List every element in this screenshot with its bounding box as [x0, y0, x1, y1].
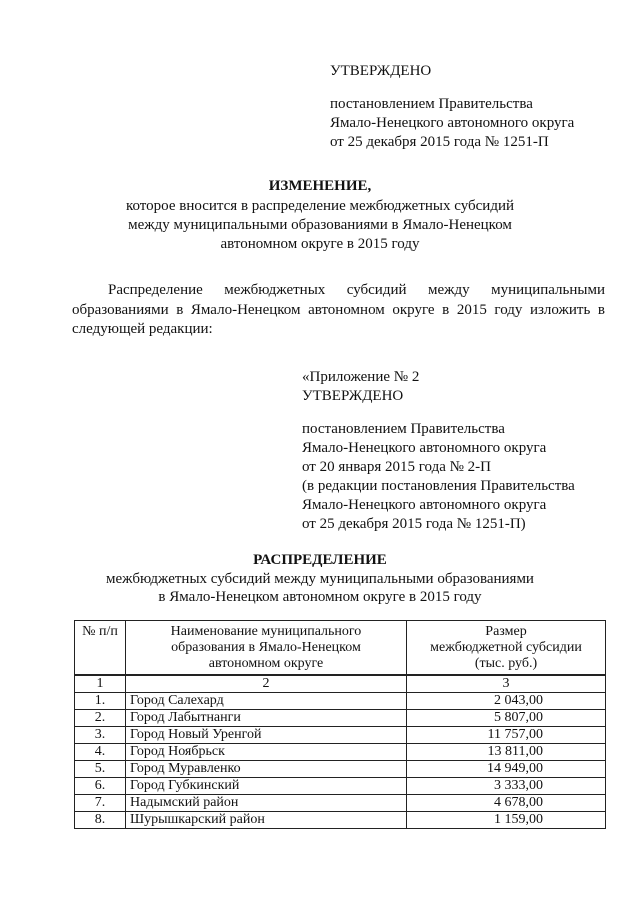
row-value: 1 159,00 — [407, 812, 606, 829]
distribution-title: РАСПРЕДЕЛЕНИЕ — [253, 552, 387, 568]
header-name-line: Наименование муниципального — [170, 624, 362, 639]
approval-line: от 25 декабря 2015 года № 1251-П — [330, 134, 549, 150]
change-subtitle-line: которое вносится в распределение межбюджетных субсидий — [125, 198, 515, 214]
appendix-line: (в редакции постановления Правительства — [302, 478, 575, 494]
change-title: ИЗМЕНЕНИЕ, — [268, 178, 372, 194]
appendix-line: Ямало-Ненецкого автономного округа — [302, 497, 547, 513]
header-amount-line: (тыс. руб.) — [474, 656, 538, 671]
table-row — [75, 744, 606, 761]
row-name: Город Новый Уренгой — [126, 727, 407, 744]
row-name: Надымский район — [126, 795, 407, 812]
appendix-line: от 20 января 2015 года № 2-П — [302, 459, 492, 475]
header-number: № п/п — [75, 621, 126, 676]
table-row — [75, 795, 606, 812]
table-index-row — [75, 675, 606, 693]
table-row — [75, 761, 606, 778]
distribution-subtitle — [0, 570, 640, 606]
appendix-line: постановлением Правительства — [302, 421, 505, 437]
header-amount-line: Размер — [485, 624, 527, 639]
header-amount-line: межбюджетной субсидии — [430, 640, 582, 655]
distribution-subtitle-line: в Ямало-Ненецком автономном округе в 2015 году — [158, 589, 482, 605]
row-value: 13 811,00 — [407, 744, 606, 761]
change-subtitle-line: между муниципальными образованиями в Ямало-Ненецком — [128, 217, 512, 233]
row-number: 7. — [75, 795, 126, 812]
row-number: 6. — [75, 778, 126, 795]
row-number: 8. — [75, 812, 126, 829]
header-name-line: образования в Ямало-Ненецком — [171, 640, 361, 655]
header-name-line: автономном округе — [208, 656, 324, 671]
body-paragraph-text: Распределение межбюджетных субсидий между муниципальными образованиями в Ямало-Ненецком автономном округе в 2015 году изложить в следующей редакции: — [72, 282, 605, 337]
change-subtitle-line: автономном округе в 2015 году — [220, 236, 420, 252]
row-value: 3 333,00 — [407, 778, 606, 795]
row-name: Город Губкинский — [126, 778, 407, 795]
table-row — [75, 812, 606, 829]
approval-stamp — [330, 62, 574, 152]
row-number: 5. — [75, 761, 126, 778]
row-name: Город Лабытнанги — [126, 710, 407, 727]
row-name: Шурышкарский район — [126, 812, 407, 829]
approval-line: Ямало-Ненецкого автономного округа — [330, 115, 575, 131]
table-row — [75, 727, 606, 744]
table-row — [75, 778, 606, 795]
header-name — [126, 621, 407, 676]
approval-title: УТВЕРЖДЕНО — [330, 63, 432, 79]
table-header-row — [75, 621, 606, 676]
row-name: Город Ноябрьск — [126, 744, 407, 761]
row-number: 2. — [75, 710, 126, 727]
row-number: 3. — [75, 727, 126, 744]
row-value: 4 678,00 — [407, 795, 606, 812]
row-value: 14 949,00 — [407, 761, 606, 778]
row-name: Город Муравленко — [126, 761, 407, 778]
row-value: 11 757,00 — [407, 727, 606, 744]
appendix-line: от 25 декабря 2015 года № 1251-П) — [302, 516, 526, 532]
index-cell: 3 — [407, 675, 606, 693]
table-row — [75, 710, 606, 727]
appendix-stamp — [302, 368, 575, 534]
row-name: Город Салехард — [126, 693, 407, 710]
appendix-line: «Приложение № 2 — [302, 369, 420, 385]
row-number: 4. — [75, 744, 126, 761]
appendix-line: Ямало-Ненецкого автономного округа — [302, 440, 547, 456]
row-value: 2 043,00 — [407, 693, 606, 710]
distribution-table — [74, 620, 606, 829]
appendix-line: УТВЕРЖДЕНО — [302, 388, 404, 404]
row-value: 5 807,00 — [407, 710, 606, 727]
header-amount — [407, 621, 606, 676]
index-cell: 2 — [126, 675, 407, 693]
approval-line: постановлением Правительства — [330, 96, 533, 112]
body-paragraph — [72, 281, 605, 340]
change-subtitle — [0, 197, 640, 254]
distribution-subtitle-line: межбюджетных субсидий между муниципальными образованиями — [106, 571, 534, 587]
table-row — [75, 693, 606, 710]
index-cell: 1 — [75, 675, 126, 693]
row-number: 1. — [75, 693, 126, 710]
